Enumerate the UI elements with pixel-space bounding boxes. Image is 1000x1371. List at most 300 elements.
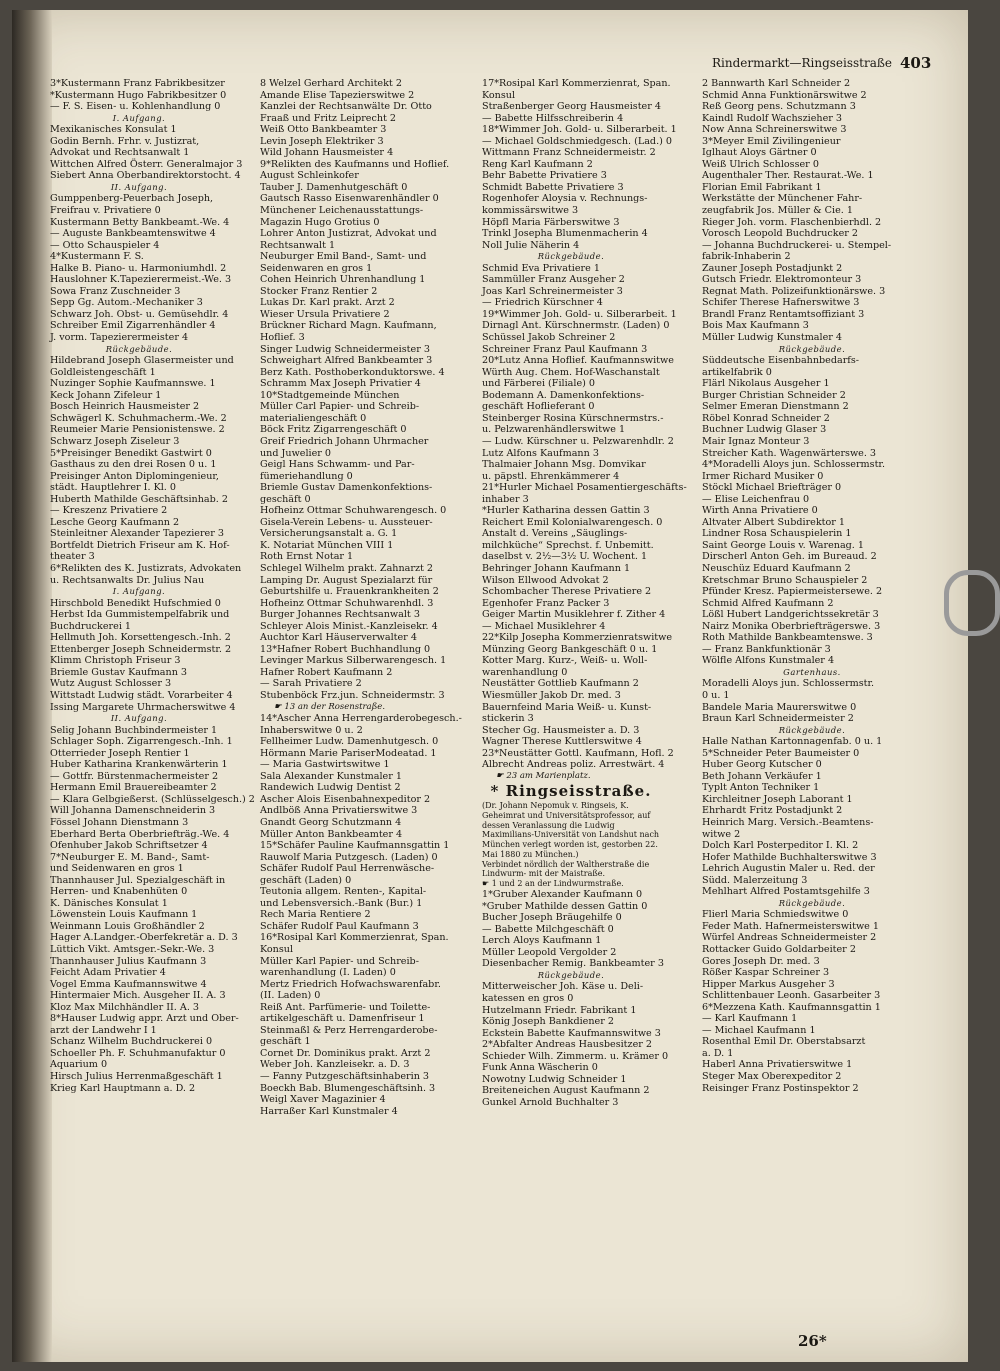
- directory-entry: Reichert Emil Kolonialwarengesch. 0: [482, 516, 663, 528]
- directory-entry: Mexikanisches Konsulat 1: [50, 124, 177, 136]
- directory-entry: Trinkl Josepha Blumenmacherin 4: [482, 228, 648, 240]
- directory-entry: — Karl Kaufmann 1: [702, 1013, 798, 1025]
- directory-entry: 3*Kustermann Franz Fabrikbesitzer: [50, 78, 225, 89]
- section-heading: Gartenhaus.: [783, 666, 841, 677]
- directory-entry: Bauernfeind Maria Weiß- u. Kunst-: [482, 701, 652, 713]
- directory-entry: Buchdruckerei 1: [50, 620, 132, 632]
- directory-entry: Herbst Ida Gummistempelfabrik und: [50, 609, 230, 621]
- directory-entry: Müller Ludwig Kunstmaler 4: [702, 332, 843, 344]
- directory-entry: Wiesmüller Jakob Dr. med. 3: [482, 689, 621, 701]
- directory-entry: Inhaberswitwe 0 u. 2: [260, 724, 363, 736]
- directory-entry: Wittchen Alfred Österr. Generalmajor 3: [50, 158, 243, 170]
- directory-entry: Münchener Leichenausstattungs-: [260, 205, 424, 217]
- directory-entry: — Michael Kaufmann 1: [702, 1024, 816, 1036]
- directory-entry: Typlt Anton Techniker 1: [702, 782, 820, 794]
- directory-entry: Lukas Dr. Karl prakt. Arzt 2: [260, 297, 395, 309]
- directory-entry: Freifrau v. Privatiere 0: [50, 205, 161, 217]
- directory-entry: 4*Kustermann F. S.: [50, 251, 144, 263]
- directory-entry: Now Anna Schreinerswitwe 3: [702, 124, 847, 136]
- directory-entry: Schramm Max Joseph Privatier 4: [260, 378, 421, 390]
- directory-entry: Lüttich Vikt. Amtsger.-Sekr.-We. 3: [50, 944, 215, 956]
- directory-entry: 6*Mezzena Kath. Kaufmannsgattin 1: [702, 1001, 881, 1013]
- directory-entry: Lutz Alfons Kaufmann 3: [482, 447, 599, 459]
- directory-entry: Noll Julie Näherin 4: [482, 239, 580, 251]
- directory-entry: Behr Babette Privatiere 3: [482, 170, 607, 182]
- directory-entry: Randewich Ludwig Dentist 2: [260, 782, 401, 794]
- directory-entry: warenhandlung 0: [482, 666, 568, 678]
- directory-entry: Hoflief. 3: [260, 332, 305, 344]
- directory-entry: Straßenberger Georg Hausmeister 4: [482, 101, 661, 113]
- directory-entry: Roth Mathilde Bankbeamtenswe. 3: [702, 632, 873, 644]
- directory-entry: Süddeutsche Eisenbahnbedarfs-: [702, 355, 859, 367]
- directory-entry: Tauber J. Damenhutgeschäft 0: [260, 181, 408, 193]
- directory-entry: Sowa Franz Zuschneider 3: [50, 285, 181, 297]
- directory-entry: Lohrer Anton Justizrat, Advokat und: [260, 228, 437, 240]
- column-1: [50, 78, 255, 1094]
- directory-entry: Breiteneichen August Kaufmann 2: [482, 1085, 650, 1097]
- directory-entry: Fraaß und Fritz Leiprecht 2: [260, 112, 397, 124]
- directory-entry: Rechtsanwalt 1: [260, 239, 336, 251]
- directory-entry: Flierl Maria Schmiedswitwe 0: [702, 909, 849, 921]
- directory-entry: Stöckl Michael Briefträger 0: [702, 482, 842, 494]
- directory-entry: Vorosch Leopold Buchdrucker 2: [702, 228, 859, 240]
- directory-entry: Saint George Louis v. Warenag. 1: [702, 539, 865, 551]
- directory-entry: theater 3: [50, 551, 95, 563]
- section-heading: I. Aufgang.: [112, 112, 166, 123]
- directory-entry: geschäft Hoflieferant 0: [482, 401, 595, 413]
- directory-entry: Halke B. Piano- u. Harmoniumhdl. 2: [50, 262, 227, 274]
- directory-entry: Dolch Karl Posterpeditor I. Kl. 2: [702, 840, 859, 852]
- directory-entry: Nowotny Ludwig Schneider 1: [482, 1073, 627, 1085]
- directory-entry: Behringer Johann Kaufmann 1: [482, 562, 631, 574]
- directory-entry: 7*Neuburger E. M. Band-, Samt-: [50, 851, 210, 863]
- directory-entry: u. päpstl. Ehrenkämmerer 4: [482, 470, 620, 482]
- directory-entry: Bortfeldt Dietrich Friseur am K. Hof-: [50, 539, 230, 551]
- directory-entry: Bucher Joseph Bräugehilfe 0: [482, 912, 622, 924]
- directory-entry: Braun Karl Schneidermeister 2: [702, 713, 854, 725]
- directory-entry: 8 Welzel Gerhard Architekt 2: [260, 78, 402, 89]
- directory-entry: 15*Schäfer Pauline Kaufmannsgattin 1: [260, 840, 450, 852]
- directory-entry: Irmer Richard Musiker 0: [702, 470, 824, 482]
- directory-entry: Hofheinz Ottmar Schuhwarenhdl. 3: [260, 597, 434, 609]
- directory-entry: 3*Meyer Emil Zivilingenieur: [702, 135, 841, 147]
- directory-entry: — Michael Musiklehrer 4: [482, 620, 606, 632]
- directory-entry: 4*Moradelli Aloys jun. Schlossermstr.: [702, 459, 886, 471]
- directory-entry: Auchtor Karl Häuserverwalter 4: [260, 632, 417, 644]
- directory-entry: Rieger Joh. vorm. Flaschenbierhdl. 2: [702, 216, 882, 228]
- directory-entry: — Fanny Putzgeschäftsinhaberin 3: [260, 1071, 430, 1083]
- directory-entry: Schmidt Babette Privatiere 3: [482, 181, 624, 193]
- directory-entry: Versicherungsanstalt a. G. 1: [260, 528, 398, 540]
- directory-entry: Huberth Mathilde Geschäftsinhab. 2: [50, 493, 228, 505]
- directory-entry: Kretschmar Bruno Schauspieler 2: [702, 574, 868, 586]
- directory-entry: Vogel Emma Kaufmannswitwe 4: [50, 978, 207, 990]
- directory-entry: Klimm Christoph Friseur 3: [50, 655, 181, 667]
- directory-entry: — Maria Gastwirtswitwe 1: [260, 759, 390, 771]
- directory-entry: Lamping Dr. August Spezialarzt für: [260, 574, 433, 586]
- directory-entry: geschäft (Laden) 0: [260, 874, 352, 886]
- directory-entry: Thannhauser Julius Kaufmann 3: [50, 955, 207, 967]
- book-gutter-shadow: [12, 10, 52, 1362]
- directory-entry: Müller Carl Papier- und Schreib-: [260, 401, 420, 413]
- directory-entry: Nairz Monika Oberbriefträgerswe. 3: [702, 620, 881, 632]
- directory-entry: milchküche“ Sprechst. f. Unbemitt.: [482, 539, 654, 551]
- directory-entry: K. Notariat München VIII 1: [260, 539, 394, 551]
- directory-entry: Ofenhuber Jakob Schriftsetzer 4: [50, 840, 208, 852]
- directory-entry: Burger Christian Schneider 2: [702, 389, 846, 401]
- directory-entry: 10*Stadtgemeinde München: [260, 389, 400, 401]
- directory-entry: 19*Wimmer Joh. Gold- u. Silberarbeit. 1: [482, 308, 677, 320]
- directory-entry: Löwenstein Louis Kaufmann 1: [50, 909, 198, 921]
- directory-entry: Pfünder Kresz. Papiermeistersewe. 2: [702, 586, 883, 598]
- directory-entry: Andlböß Anna Privatierswitwe 3: [260, 805, 418, 817]
- directory-entry: Seidenwaren en gros 1: [260, 262, 373, 274]
- directory-entry: Schäfer Rudolf Paul Herrenwäsche-: [260, 863, 435, 875]
- directory-entry: Thannhauser Jul. Spezialgeschäft in: [50, 874, 226, 886]
- directory-entry: Mitterweischer Joh. Käse u. Deli-: [482, 981, 644, 993]
- directory-entry: Anstalt d. Vereins „Säuglings-: [482, 528, 628, 540]
- column-2: [260, 78, 462, 1117]
- directory-entry: Wieser Ursula Privatiere 2: [260, 308, 390, 320]
- directory-entry: Schlegel Wilhelm prakt. Zahnarzt 2: [260, 562, 434, 574]
- directory-entry: 2*Abfalter Andreas Hausbesitzer 2: [482, 1039, 653, 1051]
- directory-entry: Hofheinz Ottmar Schuhwarengesch. 0: [260, 505, 447, 517]
- directory-entry: — Friedrich Kürschner 4: [482, 297, 603, 309]
- directory-entry: — Franz Bankfunktionär 3: [702, 643, 831, 655]
- directory-entry: katessen en gros 0: [482, 993, 574, 1004]
- directory-entry: Rech Maria Rentiere 2: [260, 909, 371, 921]
- directory-entry: Schlittenbauer Leonh. Gasarbeiter 3: [702, 990, 881, 1002]
- directory-entry: Cornet Dr. Dominikus prakt. Arzt 2: [260, 1047, 431, 1059]
- directory-entry: Briemle Gustav Kaufmann 3: [50, 666, 188, 678]
- sheet-signature: 26*: [798, 1332, 827, 1350]
- directory-entry: Würfel Andreas Schneidermeister 2: [702, 932, 877, 944]
- directory-entry: 2 Bannwarth Karl Schneider 2: [702, 78, 851, 89]
- street-description: ☛ 1 und 2 an der Lindwurmstraße.: [482, 879, 624, 889]
- directory-entry: Zauner Joseph Postadjunkt 2: [702, 262, 843, 274]
- directory-entry: Beth Johann Verkäufer 1: [702, 770, 822, 782]
- directory-entry: Issing Margarete Uhrmacherswitwe 4: [50, 701, 236, 713]
- directory-entry: Egenhofer Franz Packer 3: [482, 597, 610, 609]
- directory-entry: Nuzinger Sophie Kaufmannswe. 1: [50, 378, 216, 390]
- directory-entry: K. Dänisches Konsulat 1: [50, 897, 168, 909]
- directory-entry: 20*Lutz Anna Hoflief. Kaufmannswitwe: [482, 355, 674, 367]
- directory-entry: Krieg Karl Hauptmann a. D. 2: [50, 1082, 196, 1094]
- directory-entry: Levinger Markus Silberwarengesch. 1: [260, 655, 447, 667]
- directory-entry: geschäft 0: [260, 493, 311, 505]
- directory-entry: Weiß Otto Bankbeamter 3: [260, 124, 387, 136]
- directory-entry: Müller Leopold Vergolder 2: [482, 946, 617, 958]
- directory-entry: — Otto Schauspieler 4: [50, 239, 160, 251]
- directory-entry: Gasthaus zu den drei Rosen 0 u. 1: [50, 459, 217, 471]
- directory-entry: — Michael Goldschmiedgesch. (Lad.) 0: [482, 135, 673, 147]
- directory-entry: Gutsch Friedr. Elektromonteur 3: [702, 274, 862, 286]
- directory-entry: Cohen Heinrich Uhrenhandlung 1: [260, 274, 426, 286]
- directory-entry: — Babette Hilfsschreiberin 4: [482, 112, 624, 124]
- directory-entry: Schombacher Therese Privatiere 2: [482, 586, 652, 598]
- directory-entry: Hintermaier Mich. Ausgeher II. A. 3: [50, 990, 226, 1002]
- directory-entry: — Sarah Privatiere 2: [260, 678, 362, 690]
- directory-entry: Brückner Richard Magn. Kaufmann,: [260, 320, 437, 332]
- directory-entry: a. D. 1: [702, 1047, 734, 1059]
- street-heading: * Ringseisstraße.: [490, 782, 652, 801]
- directory-entry: Schwarz Joseph Ziseleur 3: [50, 435, 180, 447]
- directory-entry: Sala Alexander Kunstmaler 1: [260, 770, 402, 782]
- directory-entry: 13*Hafner Robert Buchhandlung 0: [260, 643, 431, 655]
- column-3: [482, 78, 687, 1108]
- section-heading: Rückgebäude.: [105, 343, 173, 354]
- directory-entry: und Lebensversich.-Bank (Bur.) 1: [260, 897, 423, 909]
- directory-entry: Roth Ernst Notar 1: [260, 551, 354, 563]
- directory-entry: Kirchleitner Joseph Laborant 1: [702, 793, 853, 805]
- directory-entry: Heinrich Marg. Versich.-Beamtens-: [702, 817, 874, 828]
- directory-entry: Kanzlei der Rechtsanwälte Dr. Otto: [260, 101, 432, 113]
- directory-entry: 23*Neustätter Gottl. Kaufmann, Hofl. 2: [482, 747, 674, 759]
- directory-entry: fümeriehandlung 0: [260, 470, 353, 482]
- directory-entry: Ettenberger Joseph Schneidermstr. 2: [50, 643, 232, 655]
- section-heading: Rückgebäude.: [778, 724, 846, 735]
- directory-entry: Altvater Albert Subdirektor 1: [702, 516, 846, 528]
- directory-entry: Würth Aug. Chem. Hof-Waschanstalt: [482, 366, 660, 378]
- directory-entry: Schreiner Franz Paul Kaufmann 3: [482, 343, 648, 355]
- directory-entry: Buchner Ludwig Glaser 3: [702, 424, 827, 436]
- directory-entry: u. Pelzwarenhändlerswitwe 1: [482, 424, 626, 436]
- directory-entry: Rößer Kaspar Schreiner 3: [702, 967, 830, 979]
- cross-reference: ☛ 13 an der Rosenstraße.: [274, 701, 386, 712]
- directory-entry: Weigl Xaver Magazinier 4: [260, 1094, 386, 1106]
- directory-entry: Streicher Kath. Wagenwärterswe. 3: [702, 447, 877, 459]
- directory-entry: 0 u. 1: [702, 689, 730, 701]
- directory-entry: Iglhaut Aloys Gärtner 0: [702, 147, 817, 159]
- directory-entry: Steinberger Rosina Kürschnermstrs.-: [482, 412, 664, 424]
- directory-entry: Schreiber Emil Zigarrenhändler 4: [50, 320, 216, 332]
- directory-entry: Schwägerl K. Schuhmacherm.-We. 2: [50, 412, 227, 424]
- page-number: 403: [900, 54, 932, 72]
- directory-entry: Hörmann Marie PariserModeatad. 1: [260, 747, 437, 759]
- directory-entry: Mertz Friedrich Hofwachswarenfabr.: [260, 978, 441, 990]
- directory-entry: Goldleistengeschäft 1: [50, 366, 156, 378]
- directory-entry: — Auguste Bankbeamtenswitwe 4: [50, 228, 216, 240]
- directory-entry: Fellheimer Ludw. Damenhutgesch. 0: [260, 736, 439, 748]
- directory-entry: 6*Relikten des K. Justizrats, Advokaten: [50, 562, 242, 574]
- directory-entry: Schoeller Ph. F. Schuhmanufaktur 0: [50, 1047, 226, 1059]
- directory-entry: Siebert Anna Oberbandirektorstocht. 4: [50, 170, 241, 182]
- directory-entry: Joas Karl Schreinermeister 3: [482, 285, 623, 297]
- directory-entry: Florian Emil Fabrikant 1: [702, 181, 822, 193]
- directory-entry: Rottacker Guido Goldarbeiter 2: [702, 944, 856, 956]
- directory-entry: Wutz August Schlosser 3: [50, 678, 172, 690]
- directory-entry: Briemle Gustav Damenkonfektions-: [260, 482, 433, 494]
- directory-entry: *Gruber Mathilde dessen Gattin 0: [482, 900, 648, 912]
- directory-entry: Amande Elise Tapezierswitwe 2: [260, 89, 415, 101]
- directory-entry: J. vorm. Tapezierermeister 4: [50, 332, 189, 344]
- directory-entry: 21*Hurler Michael Posamentiergeschäfts-: [482, 482, 687, 494]
- directory-entry: artikelfabrik 0: [702, 366, 772, 378]
- directory-entry: Wilson Ellwood Advokat 2: [482, 574, 609, 586]
- directory-entry: Gumppenberg-Peuerbach Joseph,: [50, 193, 214, 205]
- directory-entry: Bodemann A. Damenkonfektions-: [482, 389, 645, 401]
- directory-entry: Schweighart Alfred Bankbeamter 3: [260, 355, 433, 367]
- directory-entry: Schlager Soph. Zigarrengesch.-Inh. 1: [50, 736, 233, 748]
- directory-entry: Reß Georg pens. Schutzmann 3: [702, 101, 856, 113]
- directory-entry: Berz Kath. Posthoberkonduktorswe. 4: [260, 366, 445, 378]
- section-heading: Rückgebäude.: [778, 343, 846, 354]
- directory-entry: Huber Georg Kutscher 0: [702, 759, 822, 771]
- directory-entry: Kloz Max Milchhändler II. A. 3: [50, 1001, 200, 1013]
- section-heading: II. Aufgang.: [110, 713, 168, 724]
- directory-entry: 1*Gruber Alexander Kaufmann 0: [482, 889, 643, 901]
- directory-entry: Steinleitner Alexander Tapezierer 3: [50, 528, 224, 540]
- directory-entry: witwe 2: [702, 828, 741, 840]
- directory-entry: Lößl Hubert Landgerichtssekretär 3: [702, 609, 879, 621]
- section-heading: Rückgebäude.: [778, 897, 846, 908]
- directory-entry: Augenthaler Ther. Restaurat.-We. 1: [702, 170, 874, 182]
- directory-entry: — Ludw. Kürschner u. Pelzwarenhdlr. 2: [482, 435, 674, 447]
- directory-entry: Kotter Marg. Kurz-, Weiß- u. Woll-: [482, 655, 648, 667]
- directory-entry: Bosch Heinrich Hausmeister 2: [50, 401, 200, 413]
- directory-entry: Schüssel Jakob Schreiner 2: [482, 332, 616, 344]
- directory-entry: Moradelli Aloys jun. Schlossermstr.: [702, 678, 875, 690]
- directory-entry: Steinmaßl & Perz Herrengarderobe-: [260, 1024, 438, 1036]
- directory-entry: Schleyer Alois Minist.-Kanzleisekr. 4: [260, 620, 438, 632]
- directory-entry: städt. Hauptlehrer I. Kl. 0: [50, 482, 177, 494]
- directory-entry: Neustätter Gottlieb Kaufmann 2: [482, 678, 639, 690]
- directory-entry: — Gottfr. Bürstenmachermeister 2: [50, 770, 219, 782]
- directory-entry: Rauwolf Maria Putzgesch. (Laden) 0: [260, 851, 438, 863]
- directory-entry: Weinmann Louis Großhändler 2: [50, 920, 205, 932]
- directory-entry: Hipper Markus Ausgeher 3: [702, 978, 835, 990]
- directory-entry: artikelgeschäft u. Damenfriseur 1: [260, 1013, 425, 1025]
- directory-entry: materialiengeschäft 0: [260, 412, 367, 424]
- directory-entry: geschäft 1: [260, 1036, 311, 1048]
- directory-entry: Wagner Therese Kuttlerswitwe 4: [482, 736, 642, 748]
- directory-entry: *Hurler Katharina dessen Gattin 3: [482, 505, 650, 517]
- directory-entry: Rogenhofer Aloysia v. Rechnungs-: [482, 193, 648, 205]
- cross-reference: ☛ 23 am Marienplatz.: [496, 770, 591, 781]
- directory-entry: Mehlhart Alfred Postamtsgehilfe 3: [702, 886, 870, 898]
- directory-entry: Advokat und Rechtsanwalt 1: [50, 147, 190, 159]
- directory-entry: Hofer Mathilde Buchhalterswitwe 3: [702, 851, 877, 863]
- directory-entry: Gautsch Rasso Eisenwarenhändler 0: [260, 193, 439, 205]
- directory-entry: Selmer Emeran Dienstmann 2: [702, 401, 849, 413]
- directory-entry: zeugfabrik Jos. Müller & Cie. 1: [702, 205, 853, 217]
- directory-entry: Dirnagl Ant. Kürschnermstr. (Laden) 0: [482, 320, 670, 332]
- directory-page: [12, 10, 968, 1362]
- directory-entry: warenhandlung (I. Laden) 0: [260, 967, 396, 979]
- directory-entry: Hutzelmann Friedr. Fabrikant 1: [482, 1004, 637, 1016]
- directory-entry: Mair Ignaz Monteur 3: [702, 435, 810, 447]
- directory-entry: Neuschüz Eduard Kaufmann 2: [702, 562, 851, 574]
- directory-entry: Stecher Gg. Hausmeister a. D. 3: [482, 724, 640, 736]
- directory-entry: Levin Joseph Elektriker 3: [260, 135, 384, 147]
- directory-entry: 22*Kilp Josepha Kommerzienratswitwe: [482, 632, 673, 644]
- directory-entry: Röbel Konrad Schneider 2: [702, 412, 830, 424]
- directory-entry: Lindner Rosa Schauspielerin 1: [702, 528, 852, 540]
- directory-entry: Boeckh Bab. Blumengeschäftsinh. 3: [260, 1082, 436, 1094]
- directory-entry: — Kreszenz Privatiere 2: [50, 505, 168, 517]
- directory-entry: Stubenböck Frz.jun. Schneidermstr. 3: [260, 689, 445, 701]
- directory-entry: Geigl Hans Schwamm- und Par-: [260, 459, 415, 471]
- directory-entry: Konsul: [482, 89, 516, 101]
- directory-entry: Will Johanna Damenschneiderin 3: [50, 805, 216, 817]
- directory-entry: Schäfer Rudolf Paul Kaufmann 3: [260, 920, 419, 932]
- section-heading: I. Aufgang.: [112, 586, 166, 597]
- section-heading: II. Aufgang.: [110, 181, 168, 192]
- directory-entry: arzt der Landwehr I 1: [50, 1024, 157, 1036]
- directory-entry: Hafner Robert Kaufmann 2: [260, 666, 393, 678]
- directory-entry: Reumeier Marie Pensionistenswe. 2: [50, 424, 225, 436]
- directory-entry: stickerin 3: [482, 713, 534, 725]
- directory-entry: Gunkel Arnold Buchhalter 3: [482, 1096, 619, 1108]
- directory-entry: August Schleinkofer: [260, 170, 359, 182]
- directory-entry: Böck Fritz Zigarrengeschäft 0: [260, 424, 407, 436]
- directory-entry: Schmid Alfred Kaufmann 2: [702, 597, 834, 609]
- directory-entry: 5*Preisinger Benedikt Gastwirt 0: [50, 447, 212, 459]
- directory-entry: Stocker Franz Rentier 2: [260, 285, 378, 297]
- directory-entry: Teutonia allgem. Renten-, Kapital-: [260, 886, 427, 898]
- directory-entry: Konsul: [260, 944, 294, 956]
- directory-entry: Brandl Franz Rentamtsoffiziant 3: [702, 308, 865, 320]
- directory-entry: Thalmaier Johann Msg. Domvikar: [482, 459, 646, 471]
- directory-entry: Wittmann Franz Schneidermeistr. 2: [482, 147, 656, 159]
- directory-entry: Schanz Wilhelm Buchdruckerei 0: [50, 1036, 213, 1048]
- directory-entry: Hildebrand Joseph Glasermeister und: [50, 355, 234, 367]
- directory-entry: Magazin Hugo Grotius 0: [260, 216, 380, 228]
- directory-entry: 17*Rosipal Karl Kommerzienrat, Span.: [482, 78, 671, 89]
- directory-entry: 9*Relikten des Kaufmanns und Hoflief.: [260, 158, 450, 170]
- directory-entry: Godin Bernh. Frhr. v. Justizrat,: [50, 135, 200, 147]
- directory-entry: Eckstein Babette Kaufmannswitwe 3: [482, 1027, 661, 1039]
- directory-entry: Albrecht Andreas poliz. Arrestwärt. 4: [482, 759, 665, 771]
- directory-entry: Schmid Anna Funktionärswitwe 2: [702, 89, 867, 101]
- directory-entry: Greif Friedrich Johann Uhrmacher: [260, 435, 429, 447]
- directory-entry: Höpfl Maria Färberswitwe 3: [482, 216, 620, 228]
- directory-entry: König Joseph Bankdiener 2: [482, 1016, 614, 1028]
- paper-clip-icon: [944, 570, 1000, 636]
- directory-entry: und Seidenwaren en gros 1: [50, 863, 184, 875]
- directory-entry: Singer Ludwig Schneidermeister 3: [260, 343, 430, 355]
- directory-entry: — Klara Gelbgießerst. (Schlüsselgesch.) 2: [50, 793, 255, 805]
- street-description: (Dr. Johann Nepomuk v. Ringseis, K. Geheimrat und Universitätsprofessor, auf dessen Veranlassung die Ludwig Maximilians-Universität von Landshut nach München verlegt worden ist, gestorben 22. Mai 1880 zu München.): [482, 800, 660, 859]
- directory-entry: Dirscherl Anton Geh. im Bureaud. 2: [702, 551, 877, 563]
- directory-entry: Kustermann Betty Bankbeamt.-We. 4: [50, 216, 230, 228]
- directory-entry: Werkstätte der Münchener Fahr-: [702, 193, 863, 205]
- directory-entry: Rosenthal Emil Dr. Oberstabsarzt: [702, 1036, 866, 1048]
- directory-entry: Steger Max Oberexpeditor 2: [702, 1071, 842, 1083]
- directory-entry: 14*Ascher Anna Herrengarderobegesch.-: [260, 713, 462, 725]
- directory-entry: Hellmuth Joh. Korsettengesch.-Inh. 2: [50, 632, 231, 644]
- directory-entry: Wölfle Alfons Kunstmaler 4: [702, 655, 835, 667]
- directory-entry: Fössel Johann Dienstmann 3: [50, 817, 189, 828]
- directory-entry: 8*Hauser Ludwig appr. Arzt und Ober-: [50, 1013, 239, 1025]
- directory-entry: — Johanna Buchdruckerei- u. Stempel-: [702, 239, 892, 251]
- directory-entry: Bois Max Kaufmann 3: [702, 320, 809, 332]
- directory-entry: Haberl Anna Privatierswitwe 1: [702, 1059, 853, 1071]
- directory-entry: Münzing Georg Bankgeschäft 0 u. 1: [482, 643, 658, 655]
- section-heading: Rückgebäude.: [537, 251, 605, 262]
- directory-entry: und Färberei (Filiale) 0: [482, 378, 596, 390]
- directory-entry: Burger Johannes Rechtsanwalt 3: [260, 609, 420, 621]
- directory-entry: Schmid Eva Privatiere 1: [482, 262, 600, 274]
- directory-entry: Südd. Malerzeitung 3: [702, 874, 808, 886]
- directory-entry: Hauslohner K.Tapezierermeist.-We. 3: [50, 274, 232, 286]
- directory-entry: (II. Laden) 0: [260, 990, 321, 1002]
- directory-entry: Geiger Martin Musiklehrer f. Zither 4: [482, 609, 666, 621]
- directory-entry: Reiß Ant. Parfümerie- und Toilette-: [260, 1001, 431, 1013]
- directory-entry: — Babette Milchgeschäft 0: [482, 923, 614, 935]
- directory-entry: Funk Anna Wäscherin 0: [482, 1062, 598, 1074]
- section-heading: Rückgebäude.: [537, 969, 605, 980]
